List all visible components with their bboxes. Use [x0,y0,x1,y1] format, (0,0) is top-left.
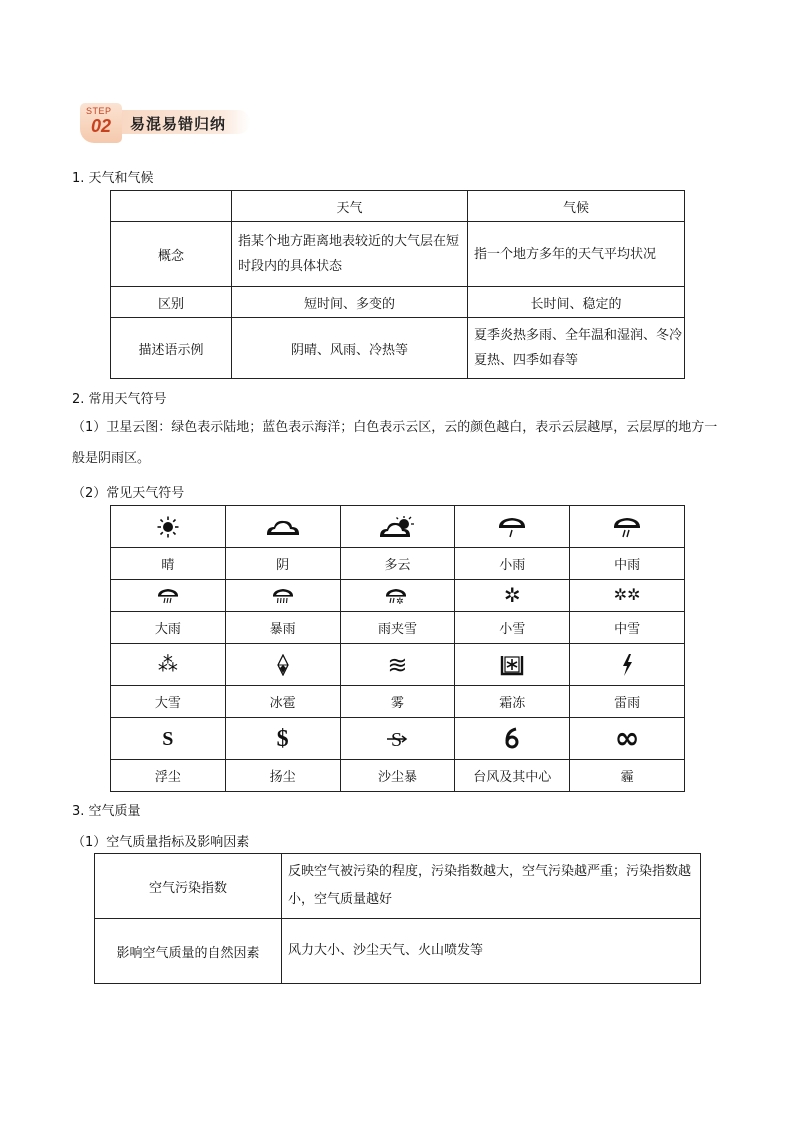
table-cell: 指某个地方距离地表较近的大气层在短时段内的具体状态 [232,222,468,287]
frost-icon [500,654,524,676]
table-cell: 短时间、多变的 [232,287,468,318]
sun-icon [157,516,179,538]
symbol-cell [225,580,340,612]
symbol-label: 沙尘暴 [340,760,455,792]
section3-sub1: （1）空气质量指标及影响因素 [72,835,250,850]
symbol-label: 小雨 [455,548,570,580]
symbol-label: 霜冻 [455,686,570,718]
symbol-cell [111,506,226,548]
fog-icon: ≋ [387,650,408,679]
symbol-cell [111,580,226,612]
table-cell: 长时间、稳定的 [468,287,685,318]
table-header: 天气 [232,191,468,222]
light-snow-icon: ✲ [503,583,521,607]
sleet-icon [385,587,409,605]
svg-text:✲: ✲ [396,596,404,605]
table-cell: 风力大小、沙尘天气、火山喷发等 [282,919,701,984]
typhoon-icon [504,727,520,751]
sandstorm-icon [385,728,409,750]
symbol-cell [225,718,340,760]
symbol-cell [455,644,570,686]
heavy-rain-icon [157,587,179,605]
symbol-label: 中雪 [570,612,685,644]
step-number: 02 [91,116,112,136]
symbol-cell [340,644,455,686]
symbol-label: 扬尘 [225,760,340,792]
symbol-label: 浮尘 [111,760,226,792]
svg-text:S: S [391,728,403,750]
table-cell: 影响空气质量的自然因素 [95,919,282,984]
moderate-rain-icon [612,515,642,539]
symbol-label: 雷雨 [570,686,685,718]
haze-icon: ∞ [614,720,640,756]
table-cell: 描述语示例 [111,318,232,379]
table-cell: 区别 [111,287,232,318]
symbol-cell [225,506,340,548]
symbol-cell [111,718,226,760]
blowing-dust-icon: $ [276,725,289,752]
section3-heading: 3. 空气质量 [72,804,141,819]
step-title: 易混易错归纳 [130,115,227,133]
table-cell: 空气污染指数 [95,854,282,919]
heavy-snow-icon: ⁂ [157,652,178,676]
symbol-label: 雨夹雪 [340,612,455,644]
section2-heading: 2. 常用天气符号 [72,392,167,407]
table-cell: 阴晴、风雨、冷热等 [232,318,468,379]
step-badge [80,103,250,143]
table-cell: 夏季炎热多雨、全年温和湿润、冬冷夏热、四季如春等 [468,318,685,379]
table-cell [111,191,232,222]
air-quality-table [94,853,701,984]
symbol-label: 雾 [340,686,455,718]
weather-climate-table [110,190,685,379]
light-rain-icon [497,515,527,539]
symbol-cell [455,718,570,760]
table-cell: 概念 [111,222,232,287]
rainstorm-icon [272,587,294,605]
symbol-cell [455,580,570,612]
symbol-label: 阴 [225,548,340,580]
weather-symbols-table [110,505,685,792]
symbol-label: 晴 [111,548,226,580]
satellite-paragraph: （1）卫星云图：绿色表示陆地；蓝色表示海洋；白色表示云区，云的颜色越白，表示云层越厚，云层厚的地方一般是阴雨区。 [72,420,718,466]
symbol-label: 大雪 [111,686,226,718]
section1-heading: 1. 天气和气候 [72,171,154,186]
step-word: STEP [86,106,112,116]
symbol-cell [570,644,685,686]
symbol-label: 大雨 [111,612,226,644]
table-cell: 反映空气被污染的程度，污染指数越大，空气污染越严重；污染指数越小，空气质量越好 [282,854,701,919]
table-header: 气候 [468,191,685,222]
thunderstorm-icon [620,653,634,677]
partly-cloudy-icon [378,516,416,538]
symbol-label: 中雨 [570,548,685,580]
symbol-cell [111,644,226,686]
section2-sub2: （2）常见天气符号 [72,486,185,501]
symbol-cell [570,580,685,612]
moderate-snow-icon: ✲✲ [613,585,641,604]
floating-dust-icon: S [162,727,174,750]
symbol-label: 多云 [340,548,455,580]
symbol-label: 冰雹 [225,686,340,718]
symbol-label: 台风及其中心 [455,760,570,792]
symbol-cell [340,718,455,760]
symbol-cell [340,580,455,612]
symbol-cell [225,644,340,686]
table-cell: 指一个地方多年的天气平均状况 [468,222,685,287]
symbol-label: 霾 [570,760,685,792]
symbol-cell [570,506,685,548]
symbol-cell [455,506,570,548]
symbol-label: 暴雨 [225,612,340,644]
overcast-cloud-icon [265,518,301,536]
symbol-label: 小雪 [455,612,570,644]
hail-icon [276,654,290,676]
symbol-cell [570,718,685,760]
symbol-cell [340,506,455,548]
